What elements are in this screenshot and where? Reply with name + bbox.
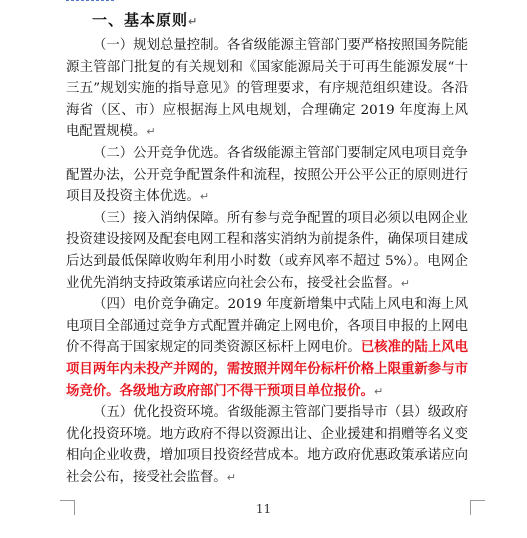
paragraph-text: （四）电价竞争确定。2019 年度新增集中式陆上风电和海上风电项目全部通过竞争方式配置并确定上网电价，各项目申报的上网电价不得高于国家规定的同类资源区标杆上网电价。 <box>66 297 468 356</box>
section-heading-text: 一、基本原则 <box>92 11 189 29</box>
paragraph-text: （二）公开竞争优选。各省级能源主管部门要制定风电项目竞争配置办法，公开竞争配置条件和流程，按照公开公平公正的原则进行项目及投资主体优选。 <box>66 145 468 205</box>
paragraph-text: （一）规划总量控制。各省级能源主管部门要严格按照国务院能源主管部门批复的有关规划和《国家能源局关于可再生能源发展“十三五”规划实施的指导意见》的管理要求，有序规范组织建设。各沿海省（区、市）应根据海上风电规划，合理确定 2019 年度海上风电配置规模。 <box>66 38 468 140</box>
paragraph-mark-icon: ↵ <box>188 15 199 28</box>
paragraph-text: （五）优化投资环境。省级能源主管部门要指导市（县）级政府优化投资环境。地方政府不得以资源出让、企业援建和捐赠等名义变相向企业收费，增加项目投资经营成本。地方政府优惠政策承诺应向社会公布，接受社会监督。 <box>66 405 468 485</box>
paragraph-text: （三）接入消纳保障。所有参与竞争配置的项目必须以电网企业投资建设接网及配套电网工程和落实消纳为前提条件，确保项目建成后达到最低保障收购年利用小时数（或弃风率不超过 5%）。电网企业优先消纳支持政策承诺应向社会公布，接受社会监督。 <box>66 210 468 291</box>
paragraph-mark-icon: ↵ <box>226 470 236 484</box>
highlighted-text: 已核准的陆上风电项目两年内未投产并网的，需按照并网年份标杆价格上限重新参与市场竞价。各级地方政府部门不得干预项目单位报价。 <box>66 339 469 399</box>
paragraph-mark-icon: ↵ <box>373 384 384 398</box>
paragraph-p1[interactable] <box>66 35 468 143</box>
paragraph-mark-icon: ↵ <box>199 190 210 204</box>
paragraph-p4[interactable] <box>66 294 468 402</box>
paragraph-p3[interactable] <box>66 208 468 294</box>
paragraph-mark-icon: ↵ <box>400 276 410 290</box>
paragraph-mark-icon: ↵ <box>146 125 156 139</box>
spellcheck-underline <box>66 0 114 3</box>
paragraph-p2[interactable] <box>66 143 468 208</box>
paragraph-p5[interactable] <box>66 402 468 488</box>
margin-corner-mark <box>60 500 75 515</box>
page-number: 11 <box>255 502 272 516</box>
section-heading <box>92 9 198 30</box>
document-body[interactable] <box>66 35 468 488</box>
margin-corner-mark <box>470 500 485 515</box>
